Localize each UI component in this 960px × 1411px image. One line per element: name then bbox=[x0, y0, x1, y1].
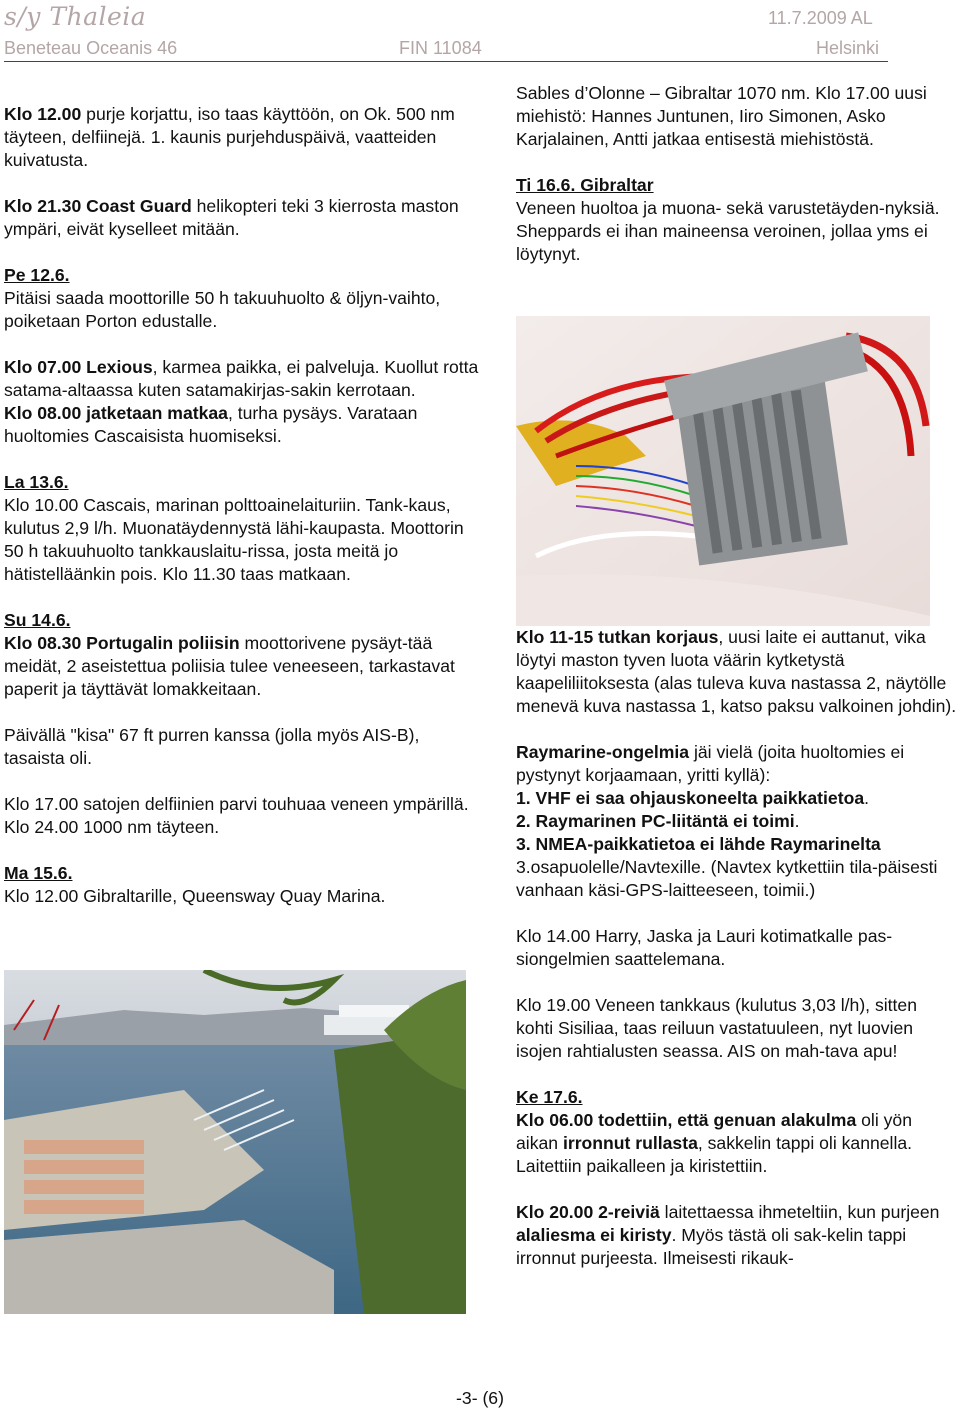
paragraph bbox=[4, 471, 482, 586]
entry-highlight: alaliesma ei kiristy bbox=[516, 1225, 672, 1245]
paragraph: Klo 17.00 satojen delfiinien parvi touhuaa veneen ympärillä. Klo 24.00 1000 nm täyteen. bbox=[4, 794, 469, 837]
day-heading: Ti 16.6. Gibraltar bbox=[516, 175, 654, 195]
entry-text: purje korjattu, iso taas käyttöön, on Ok. 500 nm täyteen, delfiinejä. 1. kaunis purjehduspäivä, vaatteiden kuivatusta. bbox=[4, 104, 455, 170]
entry-time: Klo 12.00 bbox=[4, 104, 82, 124]
entry-text: , turha pysäys. Varataan huoltomies Cascaisista huomiseksi. bbox=[4, 403, 418, 446]
paragraph bbox=[4, 264, 482, 333]
right-column bbox=[516, 82, 958, 289]
issue-item: 2. Raymarinen PC-liitäntä ei toimi bbox=[516, 811, 795, 831]
day-heading: Pe 12.6. bbox=[4, 265, 70, 285]
entry-text: moottorivene pysäyt-tää meidät, 2 aseistettua poliisia tulee veneeseen, tarkastavat paperit ja täyttävät lomakkeitaan. bbox=[4, 633, 455, 699]
boat-model: Beneteau Oceanis 46 bbox=[4, 38, 178, 58]
entry-text: 3.osapuolelle/Navtexille. (Navtex kytkettiin tila-päisesti vanhaan käsi-GPS-laitteeseen, toimii.) bbox=[516, 857, 938, 900]
day-heading: La 13.6. bbox=[4, 472, 69, 492]
paragraph bbox=[4, 195, 482, 241]
paragraph bbox=[4, 103, 482, 172]
paragraph: Raymarine-ongelmia jäi vielä (joita huoltomies ei pystynyt korjaamaan, yritti kyllä): 1. VHF ei saa ohjauskoneelta paikkatietoa. 2. Raymarinen PC-liitäntä ei toimi. 3. NMEA-paikkatietoa ei lähde Raymarinelta 3.osapuolelle/Navtexille. (Navtex kytkettiin tila-päisesti vanhaan käsi-GPS-laitteeseen, toimii.) bbox=[516, 742, 938, 900]
paragraph: Klo 20.00 2-reiviä laitettaessa ihmeteltiin, kun purjeen alaliesma ei kiristy. Myös tästä oli sak-kelin tappi irronnut purjeesta. Ilmeisesti rikauk- bbox=[516, 1202, 940, 1268]
entry-highlight: Raymarine-ongelmia bbox=[516, 742, 690, 762]
issue-item: 3. NMEA-paikkatietoa ei lähde Raymarinelta bbox=[516, 834, 881, 854]
wiring-photo bbox=[516, 316, 930, 626]
harbour-photo bbox=[4, 970, 466, 1314]
entry-time: Klo 08.30 Portugalin poliisin bbox=[4, 633, 240, 653]
marina-aerial-image bbox=[4, 970, 466, 1314]
entry-text: helikopteri teki 3 kierrosta maston ympäri, eivät kyselleet mitään. bbox=[4, 196, 459, 239]
entry-text: Klo 12.00 Gibraltarille, Queensway Quay Marina. bbox=[4, 886, 386, 906]
paragraph bbox=[4, 862, 482, 908]
boat-registration: FIN 11084 bbox=[399, 38, 482, 58]
paragraph: Ke 17.6. Klo 06.00 todettiin, että genuan alakulma oli yön aikan irronnut rullasta, sakkelin tappi oli kannella. Laitettiin paikalleen ja kiristettiin. bbox=[516, 1087, 913, 1176]
paragraph: Päivällä "kisa" 67 ft purren kanssa (jolla myös AIS-B), tasaista oli. bbox=[4, 725, 420, 768]
paragraph bbox=[516, 626, 958, 718]
issue-item: 1. VHF ei saa ohjauskoneelta paikkatietoa bbox=[516, 788, 865, 808]
entry-time: Klo 20.00 2-reiviä bbox=[516, 1202, 660, 1222]
entry-highlight: irronnut rullasta bbox=[562, 1133, 698, 1153]
day-heading: Ke 17.6. bbox=[516, 1087, 583, 1107]
day-heading: Su 14.6. bbox=[4, 610, 71, 630]
paragraph: Klo 19.00 Veneen tankkaus (kulutus 3,03 l/h), sitten kohti Sisiliaa, taas reiluun vastatuuleen, nyt luovien isojen rahtialusten seassa. AIS on mah-tava apu! bbox=[516, 995, 918, 1061]
entry-text: Veneen huoltoa ja muona- sekä varustetäyden-nyksiä. Sheppards ei ihan maineensa veroinen, jollaa yms ei löytynyt. bbox=[516, 198, 940, 264]
right-column-lower bbox=[516, 626, 958, 1270]
entry-text: jäi vielä (joita huoltomies ei pystynyt korjaamaan, yritti kyllä): bbox=[516, 742, 905, 785]
paragraph bbox=[4, 356, 482, 448]
paragraph bbox=[516, 174, 958, 266]
paragraph: Sables d’Olonne – Gibraltar 1070 nm. Klo 17.00 uusi miehistö: Hannes Juntunen, Iiro Simonen, Asko Karjalainen, Antti jatkaa entisestä miehistöstä. bbox=[516, 83, 927, 149]
logo-text: s/y Thaleia bbox=[4, 2, 147, 31]
entry-text: , uusi laite ei auttanut, vika löytyi maston tyven luota väärin kytketystä kaapeliliitoksesta (alas tuleva kuva nastassa 2, näytölle menevä kuva nastassa 1, katso paksu valkoinen johdin). bbox=[516, 627, 957, 716]
left-column bbox=[4, 103, 482, 908]
day-heading: Ma 15.6. bbox=[4, 863, 73, 883]
entry-time: Klo 08.00 jatketaan matkaa bbox=[4, 403, 228, 423]
page-number: -3- (6) bbox=[456, 1388, 504, 1408]
paragraph bbox=[4, 609, 482, 701]
entry-text: Klo 10.00 Cascais, marinan polttoainelaituriin. Tank-kaus, kulutus 2,9 l/h. Muonatäydennystä lähi-kaupasta. Moottorin 50 h takuuhuolto tankkauslaitu-rissa, josta meitä jo hätistelläänkin pois. Klo 11.30 taas matkaan. bbox=[4, 495, 464, 584]
entry-time: Klo 11-15 tutkan korjaus bbox=[516, 627, 719, 647]
entry-text: , karmea paikka, ei palveluja. Kuollut rotta satama-altaassa kuten satamakirjas-sakin kerrotaan. bbox=[4, 357, 479, 400]
document-date: 11.7.2009 AL bbox=[768, 8, 873, 28]
home-port: Helsinki bbox=[816, 38, 880, 58]
entry-time: Klo 07.00 Lexious bbox=[4, 357, 153, 377]
header-line bbox=[4, 37, 888, 62]
entry-time: Klo 21.30 Coast Guard bbox=[4, 196, 192, 216]
paragraph: Klo 14.00 Harry, Jaska ja Lauri kotimatkalle pas-siongelmien saattelemana. bbox=[516, 926, 893, 969]
terminal-block-image bbox=[516, 316, 930, 626]
entry-text: Pitäisi saada moottorille 50 h takuuhuolto & öljyn-vaihto, poiketaan Porton edustalle. bbox=[4, 288, 441, 331]
entry-time: Klo 06.00 todettiin, että genuan alakulma bbox=[516, 1110, 857, 1130]
